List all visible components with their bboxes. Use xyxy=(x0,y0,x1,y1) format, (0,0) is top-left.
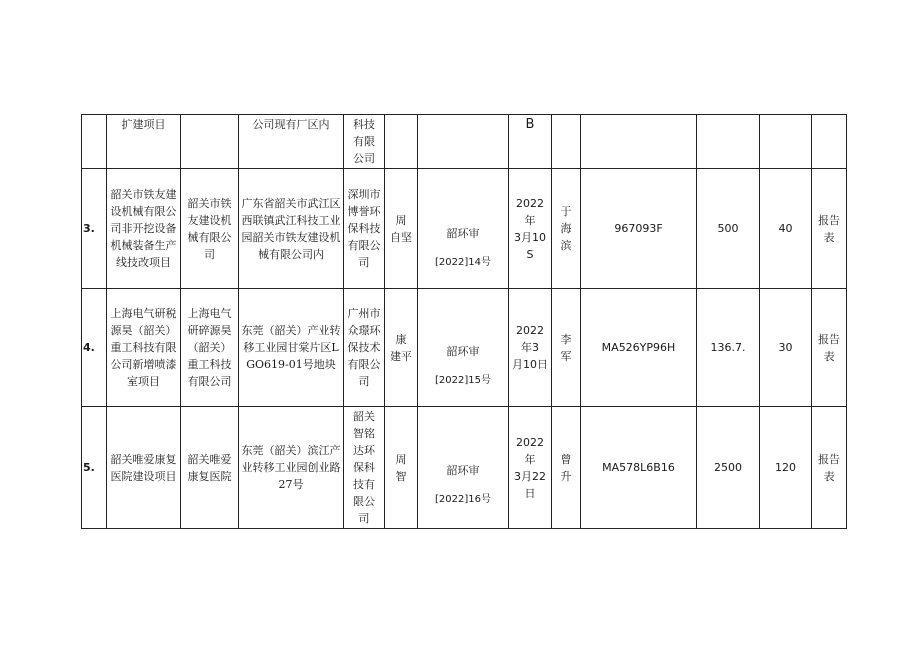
approval-prefix: 韶环审 xyxy=(446,226,480,240)
eia-organization: 科技 有限 公司 xyxy=(344,115,385,169)
approver: 康 建平 xyxy=(385,289,418,407)
approval-code: [2022]14号 xyxy=(435,256,491,268)
row-number xyxy=(82,115,107,169)
total-investment: 136.7. xyxy=(697,289,760,407)
approval-date: B xyxy=(509,115,552,169)
project-name: 韶关唯爱康复医院建设项目 xyxy=(107,407,181,529)
total-investment: 2500 xyxy=(697,407,760,529)
approval-date: 2022年 3月22 日 xyxy=(509,407,552,529)
eia-organization: 深圳市博誉环保科技有限公司 xyxy=(344,169,385,289)
table-row xyxy=(82,169,847,289)
approval-date: 2022年 3月10S xyxy=(509,169,552,289)
document-type: 报告表 xyxy=(812,407,847,529)
row-number: 3. xyxy=(82,169,107,289)
approver: 周 自坚 xyxy=(385,169,418,289)
project-location: 东莞（韶关）产业转移工业园甘棠片区LGO619-01号地块 xyxy=(239,289,344,407)
credit-code: 967093F xyxy=(581,169,697,289)
approver: 周 智 xyxy=(385,407,418,529)
eia-organization: 韶关 智铭 达环 保科 技有 限公 司 xyxy=(344,407,385,529)
approval-number xyxy=(418,407,509,529)
credit-code: MA578L6B16 xyxy=(581,407,697,529)
company-name: 韶关市铁友建设机械有限公司 xyxy=(181,169,239,289)
table-row xyxy=(82,115,847,169)
approval-code: [2022]15号 xyxy=(435,374,491,386)
row-number: 4. xyxy=(82,289,107,407)
approval-number xyxy=(418,115,509,169)
company-name: 上海电气研碎源昊（韶关）重工科技有限公司 xyxy=(181,289,239,407)
table-row xyxy=(82,289,847,407)
project-location: 公司现有厂区内 xyxy=(239,115,344,169)
eia-organization: 广州市众璟环保技术有限公司 xyxy=(344,289,385,407)
handler: 于 海 滨 xyxy=(552,169,581,289)
approval-date: 2022 年3 月10日 xyxy=(509,289,552,407)
approver xyxy=(385,115,418,169)
credit-code: MA526YP96H xyxy=(581,289,697,407)
credit-code xyxy=(581,115,697,169)
project-table xyxy=(81,114,847,529)
env-investment: 120 xyxy=(760,407,812,529)
document-type: 报告表 xyxy=(812,289,847,407)
project-name: 韶关市铁友建设机械有限公司非开挖设备机械装备生产线技改项目 xyxy=(107,169,181,289)
handler: 李 军 xyxy=(552,289,581,407)
env-investment: 40 xyxy=(760,169,812,289)
row-number: 5. xyxy=(82,407,107,529)
approval-prefix: 韶环审 xyxy=(446,463,480,477)
approval-prefix: 韶环审 xyxy=(446,344,480,358)
project-location: 广东省韶关市武江区西联镇武江科技工业园韶关市铁友建设机械有限公司内 xyxy=(239,169,344,289)
total-investment xyxy=(697,115,760,169)
project-name: 上海电气研税源昊（韶关）重工科技有限公司新增喷漆室项目 xyxy=(107,289,181,407)
project-name: 扩建项目 xyxy=(107,115,181,169)
approval-code: [2022]16号 xyxy=(435,493,491,505)
company-name: 韶关唯爱康复医院 xyxy=(181,407,239,529)
total-investment: 500 xyxy=(697,169,760,289)
env-investment xyxy=(760,115,812,169)
approval-number xyxy=(418,169,509,289)
project-location: 东莞（韶关）滨江产业转移工业园创业路27号 xyxy=(239,407,344,529)
table-row xyxy=(82,407,847,529)
company-name xyxy=(181,115,239,169)
approval-number xyxy=(418,289,509,407)
handler xyxy=(552,115,581,169)
env-investment: 30 xyxy=(760,289,812,407)
document-type: 报告表 xyxy=(812,169,847,289)
handler: 曾 升 xyxy=(552,407,581,529)
document-type xyxy=(812,115,847,169)
